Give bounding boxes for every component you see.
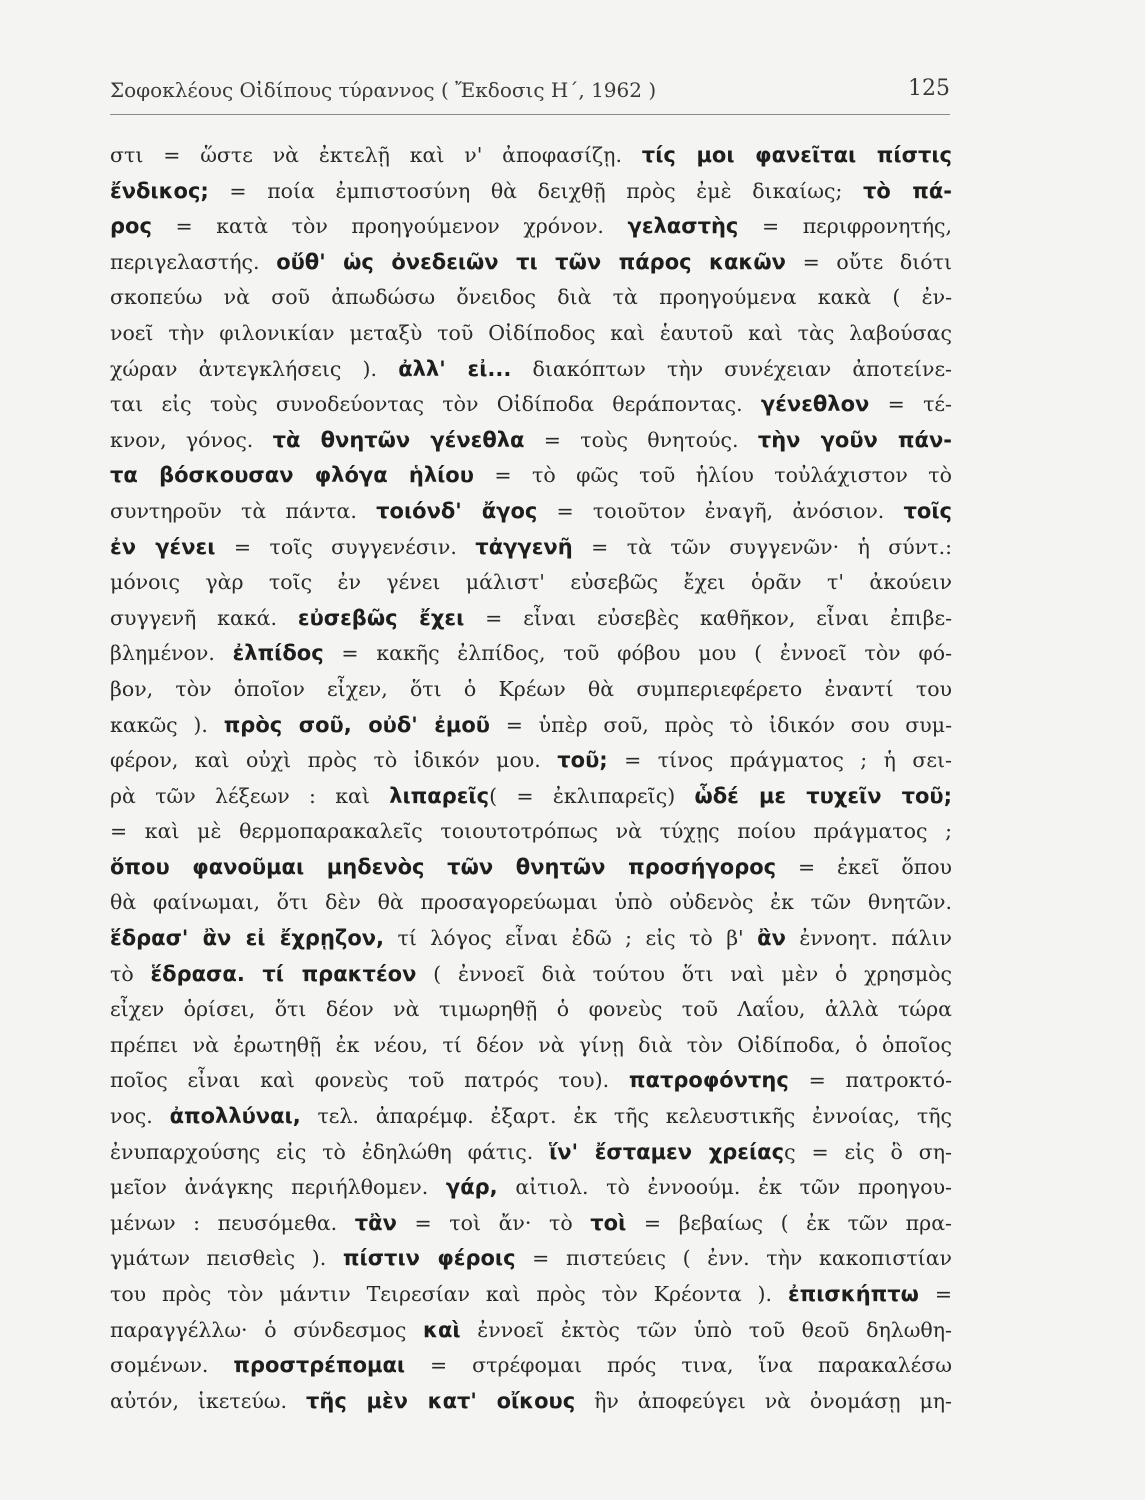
text-line [110, 494, 952, 530]
gloss-text: αὐτόν, ἱκετεύω. [110, 1388, 306, 1413]
gloss-text: τελ. ἀπαρέμφ. ἐξαρτ. ἐκ τῆς κελευστικῆς ἐννοίας, τῆς [300, 1104, 952, 1129]
lemma-term: ἐλπίδος [232, 641, 324, 666]
text-line [110, 957, 952, 993]
text-line [110, 636, 952, 672]
text-line [110, 601, 952, 637]
gloss-text: γμάτων πεισθεὶς ). [110, 1246, 343, 1271]
gloss-text: διακόπτων τὴν συνέχειαν ἀποτείνε- [511, 356, 952, 381]
text-line [110, 885, 952, 921]
lemma-term: τὸ πά- [862, 178, 952, 203]
gloss-text: βλημένον. [110, 641, 233, 666]
text-line [110, 1277, 952, 1313]
lemma-term: ἕδρασα. τί πρακτέον [150, 961, 417, 986]
text-line [110, 1384, 952, 1420]
gloss-text: περιγελαστής. [110, 249, 277, 274]
lemma-term: οὔθ' ὡς ὀνεδειῶν τι τῶν πάρος κακῶν [276, 249, 786, 274]
gloss-text: τί λόγος εἶναι ἐδῶ ; εἰς τὸ β' [384, 926, 758, 951]
gloss-text: ἣν ἀποφεύγει νὰ ὀνομάσῃ μη- [575, 1388, 952, 1413]
text-line [110, 708, 952, 744]
lemma-term: γάρ, [445, 1175, 498, 1200]
gloss-text: του πρὸς τὸν μάντιν Τειρεσίαν καὶ πρὸς τὸν Κρέοντα ). [110, 1282, 788, 1306]
gloss-text: ται εἰς τοὺς συνοδεύοντας τὸν Οἰδίποδα θεράποντας. [110, 392, 761, 417]
lemma-term: ἀπολλύναι, [169, 1104, 301, 1129]
gloss-text: = τέ- [869, 392, 952, 417]
gloss-text: μένων : πευσόμεθα. [110, 1210, 355, 1235]
gloss-text: κνον, γόνος. [110, 427, 273, 452]
lemma-term: τοῦ; [557, 748, 608, 773]
lemma-term: τἂν [354, 1210, 397, 1235]
text-line [110, 850, 952, 886]
gloss-text: = τοὶ ἄν· τὸ [396, 1210, 591, 1235]
gloss-text: βον, τὸν ὁποῖον εἶχεν, ὅτι ὁ Κρέων θὰ συμπεριεφέρετο ἐναντί του [110, 676, 952, 701]
gloss-text: = περιφρονητής, [738, 214, 952, 239]
gloss-text: = τοῖς συγγενέσιν. [215, 534, 476, 559]
text-line [110, 423, 952, 459]
gloss-text: = καὶ μὲ θερμοπαρακαλεῖς τοιουτοτρόπως νὰ τύχῃς ποίου πράγματος ; [110, 819, 952, 844]
gloss-text: = οὔτε διότι [785, 249, 952, 274]
text-line [110, 565, 952, 601]
gloss-text: = τοὺς θνητούς. [524, 427, 758, 452]
gloss-text: = βεβαίως ( ἐκ τῶν πρα- [626, 1210, 952, 1235]
text-line [110, 1028, 952, 1064]
lemma-term: λιπαρεῖς [389, 783, 490, 808]
gloss-text: ἐννοητ. πάλιν [785, 926, 952, 951]
gloss-text: = τοιοῦτον ἐναγῆ, ἀνόσιον. [537, 498, 904, 523]
gloss-text: πρέπει νὰ ἐρωτηθῇ ἐκ νέου, τί δέον νὰ γίνῃ διὰ τὸν Οἰδίποδα, ὁ ὁποῖος [110, 1032, 952, 1057]
gloss-text: = ὑπὲρ σοῦ, πρὸς τὸ ἰδικόν σου συμ- [490, 712, 952, 737]
text-line [110, 1241, 952, 1277]
lemma-term: προστρέπομαι [233, 1353, 406, 1378]
gloss-text: τὸ [110, 961, 151, 986]
gloss-text: = κακῆς ἐλπίδος, τοῦ φόβου μου ( ἐννοεῖ τὸν φό- [323, 641, 952, 666]
text-line [110, 1348, 952, 1384]
text-line [110, 209, 952, 245]
gloss-text: ἐννοεῖ ἐκτὸς τῶν ὑπὸ τοῦ θεοῦ δηλωθη- [460, 1317, 952, 1342]
lemma-term: ὅπου φανοῦμαι μηδενὸς τῶν θνητῶν προσήγορος [110, 854, 777, 879]
gloss-text: χώραν ἀντεγκλήσεις ). [110, 356, 399, 381]
text-line [110, 779, 952, 815]
text-line [110, 1063, 952, 1099]
text-line [110, 316, 952, 352]
gloss-text: = πατροκτό- [788, 1068, 952, 1093]
lemma-term: ἐπισκήπτω [787, 1282, 919, 1306]
text-line [110, 458, 952, 494]
header-title: Σοφοκλέους Οἰδίπους τύραννος ( Ἔκδοσις Η΄, 1962 ) [110, 78, 657, 102]
lemma-term: πατροφόντης [628, 1068, 789, 1093]
gloss-text: ς = εἰς ὃ ση- [784, 1139, 952, 1164]
lemma-term: ἀλλ' εἰ... [398, 356, 512, 381]
text-line [110, 280, 952, 316]
lemma-term: καὶ [423, 1317, 461, 1342]
text-line [110, 174, 952, 210]
text-line [110, 921, 952, 957]
gloss-text: = εἶναι εὐσεβὲς καθῆκον, εἶναι ἐπιβε- [464, 605, 952, 630]
gloss-text: = τίνος πράγματος ; ἡ σει- [607, 748, 952, 773]
lemma-term: τοιόνδ' ἄγος [376, 498, 538, 523]
lemma-term: πίστιν φέροις [342, 1246, 516, 1271]
lemma-term: ἕδρασ' ἂν εἰ ἔχρῃζον, [110, 926, 385, 951]
lemma-term: ἂν [757, 926, 786, 951]
running-header [110, 70, 950, 115]
gloss-text: παραγγέλλω· ὁ σύνδεσμος [110, 1317, 424, 1342]
gloss-text: = κατὰ τὸν προηγούμενον χρόνον. [151, 214, 628, 239]
lemma-term: τὴν γοῦν πάν- [757, 427, 952, 452]
gloss-text: συντηροῦν τὰ πάντα. [110, 498, 377, 523]
gloss-text: κακῶς ). [110, 712, 224, 737]
commentary-text [110, 138, 952, 1419]
text-line [110, 387, 952, 423]
lemma-term: τοὶ [590, 1210, 627, 1235]
text-line [110, 138, 952, 174]
gloss-text: = [918, 1282, 952, 1306]
lemma-term: ρος [110, 214, 152, 239]
gloss-text: σκοπεύω νὰ σοῦ ἀπωδώσω ὄνειδος διὰ τὰ προηγούμενα κακὰ ( ἐν- [110, 285, 952, 310]
lemma-term: τἀγγενῆ [475, 534, 573, 559]
gloss-text: = τὸ φῶς τοῦ ἡλίου τοὐλάχιστον τὸ [473, 463, 952, 488]
lemma-term: τῆς μὲν κατ' οἴκους [305, 1388, 576, 1413]
lemma-term: τοῖς [903, 498, 952, 523]
text-line [110, 743, 952, 779]
gloss-text: = ποία ἐμπιστοσύνη θὰ δειχθῇ πρὸς ἐμὲ δικαίως; [208, 178, 863, 203]
lemma-term: τὰ θνητῶν γένεθλα [272, 427, 525, 452]
gloss-text: = ἐκεῖ ὅπου [776, 854, 952, 879]
text-line [110, 672, 952, 708]
lemma-term: τα βόσκουσαν φλόγα ἡλίου [110, 463, 474, 488]
text-line [110, 1135, 952, 1171]
gloss-text: θὰ φαίνωμαι, ὅτι δὲν θὰ προσαγορεύωμαι ὑπὸ οὐδενὸς ἐκ τῶν θνητῶν. [110, 890, 952, 915]
lemma-term: γένεθλον [760, 392, 870, 417]
text-line [110, 530, 952, 566]
gloss-text: μεῖον ἀνάγκης περιήλθομεν. [110, 1175, 446, 1200]
lemma-term: ἵν' ἔσταμεν χρείας [549, 1139, 785, 1164]
text-line [110, 1170, 952, 1206]
gloss-text: ( = ἐκλιπαρεῖς) [489, 783, 695, 808]
gloss-text: ποῖος εἶναι καὶ φονεὺς τοῦ πατρός του). [110, 1068, 629, 1093]
gloss-text: εἶχεν ὁρίσει, ὅτι δέον νὰ τιμωρηθῇ ὁ φονεὺς τοῦ Λαΐου, ἀλλὰ τώρα [110, 997, 952, 1022]
text-line [110, 352, 952, 388]
gloss-text: μόνοις γὰρ τοῖς ἐν γένει μάλιστ' εὐσεβῶς ἔχει ὁρᾶν τ' ἀκούειν [110, 570, 952, 595]
lemma-term: εὐσεβῶς ἔχει [297, 605, 465, 630]
gloss-text: στι = ὥστε νὰ ἐκτελῇ καὶ ν' ἀποφασίζῃ. [110, 143, 642, 167]
page-number: 125 [908, 76, 950, 101]
gloss-text: φέρον, καὶ οὐχὶ πρὸς τὸ ἰδικόν μου. [110, 748, 558, 773]
lemma-term: γελαστὴς [627, 214, 739, 239]
lemma-term: ἔνδικος; [110, 178, 209, 203]
gloss-text: σομένων. [110, 1353, 234, 1378]
gloss-text: νος. [110, 1104, 170, 1129]
gloss-text: = πιστεύεις ( ἐνν. τὴν κακοπιστίαν [515, 1246, 952, 1271]
gloss-text: ρὰ τῶν λέξεων : καὶ [110, 783, 390, 808]
text-line [110, 992, 952, 1028]
gloss-text: ( ἐννοεῖ διὰ τούτου ὅτι ναὶ μὲν ὁ χρησμὸς [416, 961, 952, 986]
gloss-text: νοεῖ τὴν φιλονικίαν μεταξὺ τοῦ Οἰδίποδος καὶ ἑαυτοῦ καὶ τὰς λαβούσας [110, 320, 952, 345]
gloss-text: συγγενῆ κακά. [110, 605, 298, 630]
text-line [110, 1313, 952, 1349]
lemma-term: ἐν γένει [110, 534, 216, 559]
text-line [110, 245, 952, 281]
lemma-term: ὧδέ με τυχεῖν τοῦ; [694, 783, 952, 808]
text-line [110, 814, 952, 850]
gloss-text: ἐνυπαρχούσης εἰς τὸ ἐδηλώθη φάτις. [110, 1139, 550, 1164]
gloss-text: αἰτιολ. τὸ ἐννοούμ. ἐκ τῶν προηγου- [497, 1175, 952, 1200]
gloss-text: = στρέφομαι πρός τινα, ἵνα παρακαλέσω [405, 1353, 952, 1378]
lemma-term: πρὸς σοῦ, οὐδ' ἐμοῦ [223, 712, 490, 737]
text-line [110, 1099, 952, 1135]
gloss-text: = τὰ τῶν συγγενῶν· ἡ σύντ.: [572, 534, 952, 559]
lemma-term: τίς μοι φανεῖται πίστις [641, 143, 952, 167]
text-line [110, 1206, 952, 1242]
